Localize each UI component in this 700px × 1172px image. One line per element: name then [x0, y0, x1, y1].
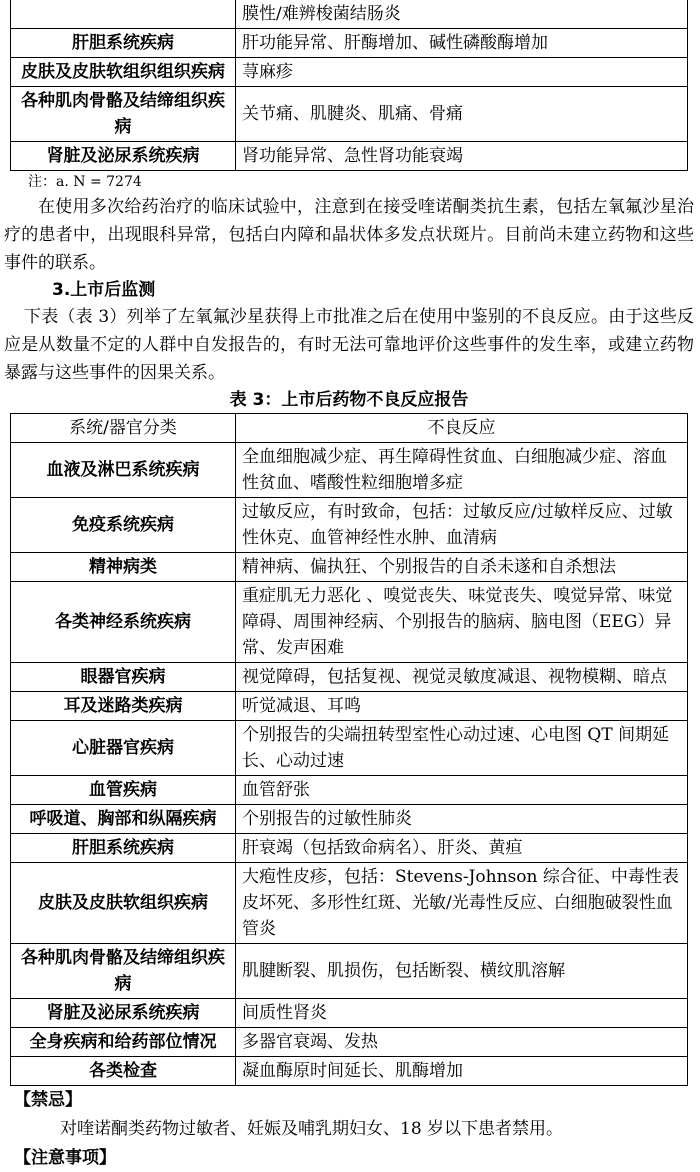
contraindications-heading: 【禁忌】	[14, 1090, 82, 1110]
table-row	[11, 944, 688, 999]
reaction-cell: 重症肌无力恶化 、嗅觉丧失、味觉丧失、嗅觉异常、味觉障碍、周围神经病、个别报告的脑病、脑电图（EEG）异常、发声困难	[236, 582, 688, 663]
reaction-cell: 膜性/难辨梭菌结肠炎	[236, 0, 688, 29]
system-cell: 精神病类	[11, 553, 236, 582]
table-row	[11, 142, 688, 171]
reaction-cell: 荨麻疹	[236, 58, 688, 87]
adverse-reaction-table-continued	[10, 0, 688, 171]
table-row	[11, 721, 688, 776]
document-page	[4, 0, 694, 1172]
paragraph-ophthalmic: 在使用多次给药治疗的临床试验中，注意到在接受喹诺酮类抗生素，包括左氧氟沙星治疗的患者中，出现眼科异常，包括白内障和晶状体多发点状斑片。目前尚未建立药物和这些事件的联系。	[4, 197, 694, 273]
system-cell: 肾脏及泌尿系统疾病	[11, 999, 236, 1028]
system-cell: 各种肌肉骨骼及结缔组织疾病	[11, 944, 236, 999]
reaction-cell: 间质性肾炎	[236, 999, 688, 1028]
table-row	[11, 805, 688, 834]
reaction-cell: 过敏反应，有时致命，包括：过敏反应/过敏样反应、过敏性休克、血管神经性水肿、血清病	[236, 498, 688, 553]
reaction-cell: 听觉减退、耳鸣	[236, 692, 688, 721]
system-cell: 皮肤及皮肤软组织组织疾病	[11, 58, 236, 87]
postmarketing-adverse-reaction-table	[10, 413, 688, 1086]
table-header-row	[11, 414, 688, 443]
system-cell: 呼吸道、胸部和纵隔疾病	[11, 805, 236, 834]
precautions-heading: 【注意事项】	[14, 1148, 116, 1168]
reaction-cell: 肝功能异常、肝酶增加、碱性磷酸酶增加	[236, 29, 688, 58]
reaction-cell: 肌腱断裂、肌损伤，包括断裂、横纹肌溶解	[236, 944, 688, 999]
table-row	[11, 692, 688, 721]
reaction-cell: 血管舒张	[236, 776, 688, 805]
system-cell: 肾脏及泌尿系统疾病	[11, 142, 236, 171]
system-cell: 各类神经系统疾病	[11, 582, 236, 663]
table-row	[11, 443, 688, 498]
system-cell	[11, 0, 236, 29]
table-footnote: 注：a. N = 7274	[28, 174, 142, 190]
system-cell: 皮肤及皮肤软组织疾病	[11, 863, 236, 944]
table-row	[11, 834, 688, 863]
table-row	[11, 58, 688, 87]
system-cell: 免疫系统疾病	[11, 498, 236, 553]
reaction-cell: 个别报告的过敏性肺炎	[236, 805, 688, 834]
system-cell: 全身疾病和给药部位情况	[11, 1028, 236, 1057]
reaction-cell: 多器官衰竭、发热	[236, 1028, 688, 1057]
reaction-cell: 凝血酶原时间延长、肌酶增加	[236, 1057, 688, 1086]
system-cell: 各类检查	[11, 1057, 236, 1086]
table-row	[11, 0, 688, 29]
section-heading: 3.上市后监测	[52, 280, 156, 300]
table-caption: 表 3：上市后药物不良反应报告	[229, 390, 469, 410]
system-cell: 肝胆系统疾病	[11, 29, 236, 58]
reaction-cell: 肝衰竭（包括致命病名）、肝炎、黄疸	[236, 834, 688, 863]
system-cell: 眼器官疾病	[11, 663, 236, 692]
system-cell: 血管疾病	[11, 776, 236, 805]
reaction-cell: 肾功能异常、急性肾功能衰竭	[236, 142, 688, 171]
table-row	[11, 29, 688, 58]
contraindications-text: 对喹诺酮类药物过敏者、妊娠及哺乳期妇女、18 岁以下患者禁用。	[60, 1119, 564, 1139]
reaction-cell: 全血细胞减少症、再生障碍性贫血、白细胞减少症、溶血性贫血、嗜酸性粒细胞增多症	[236, 443, 688, 498]
table-row	[11, 1028, 688, 1057]
table-row	[11, 87, 688, 142]
reaction-cell: 个别报告的尖端扭转型室性心动过速、心电图 QT 间期延长、心动过速	[236, 721, 688, 776]
table-row	[11, 582, 688, 663]
system-cell: 耳及迷路类疾病	[11, 692, 236, 721]
reaction-cell: 关节痛、肌腱炎、肌痛、骨痛	[236, 87, 688, 142]
reaction-cell: 大疱性皮疹，包括：Stevens-Johnson 综合征、中毒性表皮坏死、多形性红斑、光敏/光毒性反应、白细胞破裂性血管炎	[236, 863, 688, 944]
system-cell: 肝胆系统疾病	[11, 834, 236, 863]
system-cell: 各种肌肉骨骼及结缔组织疾病	[11, 87, 236, 142]
table-row	[11, 498, 688, 553]
column-header-reaction: 不良反应	[236, 414, 688, 443]
system-cell: 血液及淋巴系统疾病	[11, 443, 236, 498]
table-row	[11, 1057, 688, 1086]
reaction-cell: 精神病、偏执狂、个别报告的自杀未遂和自杀想法	[236, 553, 688, 582]
column-header-system: 系统/器官分类	[11, 414, 236, 443]
table-row	[11, 776, 688, 805]
paragraph-postmarketing: 下表（表 3）列举了左氧氟沙星获得上市批准之后在使用中鉴别的不良反应。由于这些反应是从数量不定的人群中自发报告的，有时无法可靠地评价这些事件的发生率，或建立药物暴露与这些事件的因果关系。	[4, 307, 694, 383]
table-row	[11, 863, 688, 944]
table-row	[11, 663, 688, 692]
reaction-cell: 视觉障碍，包括复视、视觉灵敏度减退、视物模糊、暗点	[236, 663, 688, 692]
table-row	[11, 553, 688, 582]
table-row	[11, 999, 688, 1028]
system-cell: 心脏器官疾病	[11, 721, 236, 776]
